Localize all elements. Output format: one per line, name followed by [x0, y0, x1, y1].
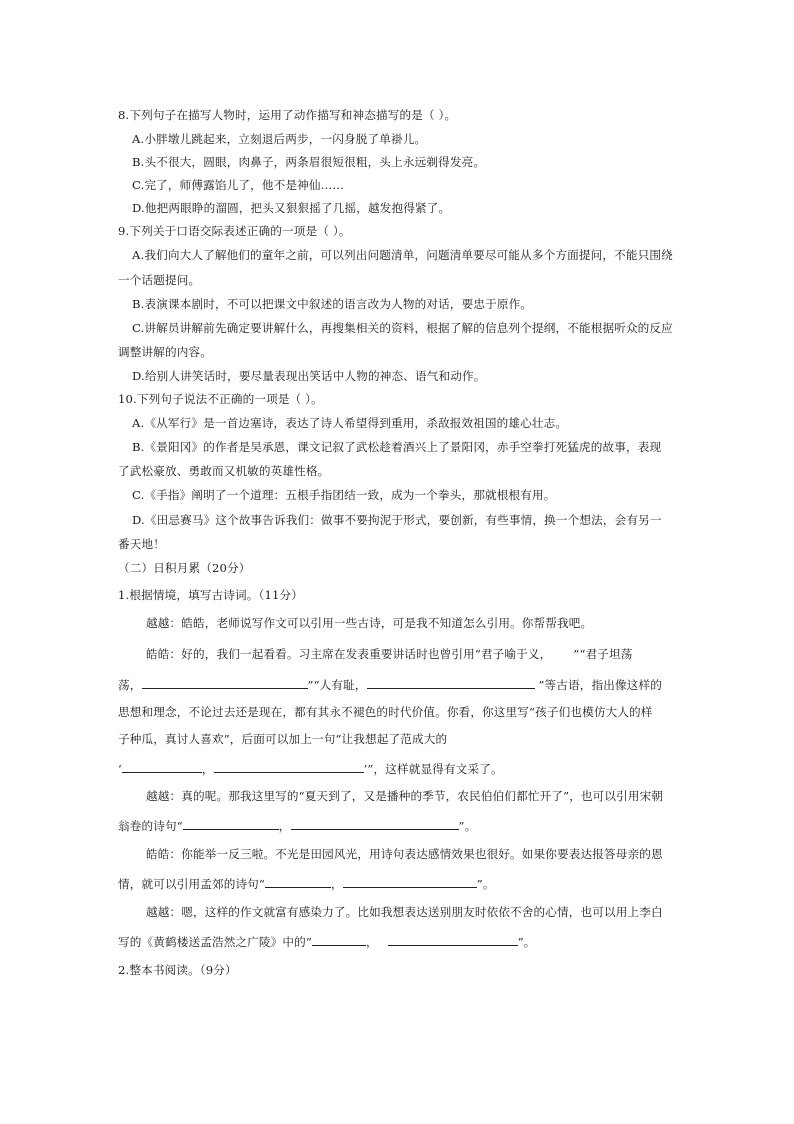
q10-option-b-line1: B.《景阳冈》的作者是吴承恩，课文记叙了武松趁着酒兴上了景阳冈，赤手空拳打死猛虎的故事，表现	[132, 440, 662, 454]
q9-option-a-line1: A.我们向大人了解他们的童年之前，可以列出问题清单，问题清单要尽可能从多个方面提问，不能只围绕	[132, 248, 673, 262]
dialogue-yueyue-2-line2: 翁卷的诗句“ ， ”。	[118, 819, 477, 833]
q10-stem: 10.下列句子说法不正确的一项是（ ）。	[118, 392, 323, 406]
dialogue-haohao-1-line1: 皓皓：好的，我们一起看看。习主席在发表重要讲话时也曾引用“君子喻于义， ”“君子坦荡	[146, 647, 633, 661]
q8-option-c: C.完了，师傅露馅儿了，他不是神仙……	[132, 178, 345, 192]
answer-blank[interactable]	[312, 933, 366, 946]
q8-option-b: B.头不很大，圆眼，肉鼻子，两条眉很短很粗，头上永远剃得发亮。	[132, 155, 486, 169]
answer-blank[interactable]	[142, 676, 308, 689]
dialogue-yueyue-3-line2: 写的《黄鹤楼送孟浩然之广陵》中的“ ， ”。	[118, 935, 536, 949]
q1-stem: 1.根据情境，填写古诗词。（11分）	[118, 588, 304, 602]
answer-blank[interactable]	[183, 817, 279, 830]
answer-blank[interactable]	[388, 933, 518, 946]
answer-blank[interactable]	[122, 760, 202, 773]
dialogue-yueyue-2-line1: 越越：真的呢。那我这里写的“夏天到了，又是播种的季节，农民伯伯们都忙开了”，也可以引用宋朝	[146, 789, 664, 803]
dialogue-haohao-1-line2: 荡， ”“人有耻， ”等古语，指出像这样的	[118, 678, 662, 692]
q10-option-d-line2: 番天地！	[118, 537, 165, 551]
q2-stem: 2.整本书阅读。（9分）	[118, 963, 237, 977]
dialogue-haohao-2-line1: 皓皓：你能举一反三啦。不光是田园风光，用诗句表达感情效果也很好。如果你要表达报答母亲的恩	[146, 847, 663, 861]
q9-option-b: B.表演课本剧时，不可以把课文中叙述的语言改为人物的对话，要忠于原作。	[132, 297, 533, 311]
dialogue-haohao-1-line3: 思想和理念，不论过去还是现在，都有其永不褪色的时代价值。你看，你这里写“孩子们也模仿大人的样	[118, 705, 653, 719]
answer-blank[interactable]	[291, 817, 459, 830]
q9-option-d: D.给别人讲笑话时，要尽量表现出笑话中人物的神态、语气和动作。	[132, 369, 486, 383]
dialogue-haohao-1-line4: 子种瓜，真讨人喜欢”，后面可以加上一句“让我想起了范成大的	[118, 732, 448, 746]
answer-blank[interactable]	[265, 875, 331, 888]
q9-option-a-line2: 一个话题提问。	[118, 273, 201, 287]
q10-option-d-line1: D.《田忌赛马》这个故事告诉我们：做事不要拘泥于形式，要创新，有些事情，换一个想法，会有另一	[132, 513, 662, 527]
answer-blank[interactable]	[343, 875, 477, 888]
q9-option-c-line2: 调整讲解的内容。	[118, 345, 212, 359]
answer-blank[interactable]	[214, 760, 364, 773]
q10-option-c: C.《手指》阐明了一个道理：五根手指团结一致，成为一个拳头，那就根根有用。	[132, 488, 556, 502]
q9-stem: 9.下列关于口语交际表述正确的一项是（ ）。	[118, 224, 351, 238]
dialogue-yueyue-1: 越越：皓皓，老师说写作文可以引用一些古诗，可是我不知道怎么引用。你帮帮我吧。	[146, 616, 593, 630]
dialogue-yueyue-3-line1: 越越：嗯，这样的作文就富有感染力了。比如我想表达送别朋友时依依不舍的心情，也可以用上李白	[146, 905, 663, 919]
answer-blank[interactable]	[367, 676, 535, 689]
q9-option-c-line1: C.讲解员讲解前先确定要讲解什么，再搜集相关的资料，根据了解的信息列个提纲，不能根据听众的反应	[132, 321, 673, 335]
dialogue-haohao-1-line5: ‘ ， ’”，这样就显得有文采了。	[118, 762, 503, 776]
q10-option-b-line2: 了武松豪放、勇敢而又机敏的英雄性格。	[118, 464, 330, 478]
q8-stem: 8.下列句子在描写人物时，运用了动作描写和神态描写的是（ ）。	[118, 108, 457, 122]
q8-option-a: A.小胖墩儿跳起来，立刻退后两步，一闪身脱了单褂儿。	[132, 132, 427, 146]
q8-option-d: D.他把两眼睁的溜圆，把头又狠狠摇了几摇，越发抱得紧了。	[132, 201, 451, 215]
q10-option-a: A.《从军行》是一首边塞诗，表达了诗人希望得到重用，杀敌报效祖国的雄心壮志。	[132, 416, 568, 430]
section-heading: （二）日积月累（20分）	[118, 561, 251, 575]
dialogue-haohao-2-line2: 情，就可以引用孟郊的诗句“ ， ”。	[118, 877, 495, 891]
